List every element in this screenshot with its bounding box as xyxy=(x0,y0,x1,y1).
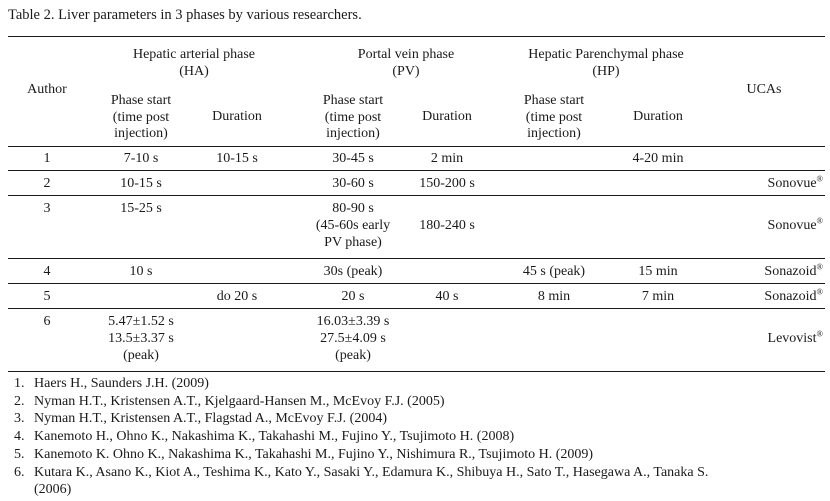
reference-number: 1. xyxy=(14,376,25,391)
author-cell: 2 xyxy=(43,176,51,191)
pv-start-cell: 20 s xyxy=(341,289,365,304)
reference-text: Kutara K., Asano K., Kiot A., Teshima K., Kato Y., Sasaki Y., Edamura K., Shibuya H., Sato T., Hasegawa A., Tanaka S. xyxy=(34,464,709,480)
ha-start-cell: 7-10 s xyxy=(123,151,159,166)
ha-start-cell: (peak) xyxy=(123,348,159,363)
hp-duration-cell: 15 min xyxy=(638,264,678,279)
registered-mark: ® xyxy=(816,328,823,339)
ha-start-cell: 5.47±1.52 s xyxy=(108,314,174,329)
phase-start-header: (time post xyxy=(324,109,382,125)
hp-start-cell: 45 s (peak) xyxy=(522,264,586,279)
ha-start-cell: 10-15 s xyxy=(120,176,162,191)
ucas-header: UCAs xyxy=(746,82,782,97)
bottom-rule xyxy=(8,371,825,372)
hp-start-cell: 8 min xyxy=(537,289,571,304)
pv-start-cell: 27.5±4.09 s xyxy=(320,331,386,346)
group-ha-abbr: (HA) xyxy=(179,64,209,79)
author-cell: 1 xyxy=(43,151,51,166)
uca-cell xyxy=(705,288,823,305)
reference-number: 6. xyxy=(14,464,25,480)
hp-duration-cell: 7 min xyxy=(641,289,675,304)
reference-text: Kanemoto H., Ohno K., Nakashima K., Takahashi M., Fujino Y., Tsujimoto H. (2008) xyxy=(34,429,515,445)
pv-start-cell: 30-45 s xyxy=(332,151,374,166)
top-rule xyxy=(8,36,825,37)
group-hp-abbr: (HP) xyxy=(592,64,620,79)
header-bottom-rule xyxy=(8,146,825,147)
pv-start-cell: 80-90 s xyxy=(332,201,374,216)
author-cell: 4 xyxy=(43,264,51,279)
uca-name: Sonovue xyxy=(767,176,817,191)
phase-start-header: injection) xyxy=(114,126,168,141)
uca-cell xyxy=(705,330,823,347)
pv-duration-cell: 180-240 s xyxy=(419,218,475,233)
ha-start-cell: 13.5±3.37 s xyxy=(108,331,174,346)
author-header: Author xyxy=(27,82,67,97)
registered-mark: ® xyxy=(816,173,823,184)
row-divider xyxy=(8,258,825,259)
pv-duration-cell: 150-200 s xyxy=(419,176,475,191)
group-hp-name: Hepatic Parenchymal phase xyxy=(528,47,684,62)
duration-header: Duration xyxy=(212,109,262,124)
hp-duration-cell: 4-20 min xyxy=(632,151,684,166)
pv-duration-cell: 2 min xyxy=(430,151,464,166)
row-divider xyxy=(8,283,825,284)
reference-number: 2. xyxy=(14,393,25,409)
reference-number: 5. xyxy=(14,446,25,462)
reference-item xyxy=(14,428,708,446)
author-cell: 3 xyxy=(43,201,51,216)
reference-text: Haers H., Saunders J.H. (2009) xyxy=(34,376,209,391)
author-cell: 6 xyxy=(43,314,51,329)
reference-item xyxy=(14,481,708,499)
group-pv-abbr: (PV) xyxy=(392,64,420,79)
pv-start-cell: 30-60 s xyxy=(332,176,374,191)
reference-text: Nyman H.T., Kristensen A.T., Kjelgaard-Hansen M., McEvoy F.J. (2005) xyxy=(34,393,445,409)
uca-name: Levovist xyxy=(767,331,817,346)
duration-header: Duration xyxy=(633,109,683,124)
phase-start-header: Phase start xyxy=(110,93,172,108)
pv-start-cell: 16.03±3.39 s xyxy=(316,314,390,329)
ha-start-cell: 15-25 s xyxy=(120,201,162,216)
registered-mark: ® xyxy=(816,261,823,272)
group-pv-name: Portal vein phase xyxy=(357,47,455,62)
group-ha-name: Hepatic arterial phase xyxy=(132,47,256,62)
uca-cell xyxy=(705,175,823,192)
registered-mark: ® xyxy=(816,215,823,226)
uca-name: Sonazoid xyxy=(764,289,817,304)
table-caption: Table 2. Liver parameters in 3 phases by various researchers. xyxy=(8,7,362,23)
duration-header: Duration xyxy=(422,109,472,124)
row-divider xyxy=(8,195,825,196)
pv-start-cell: PV phase) xyxy=(324,235,382,250)
phase-start-header: Phase start xyxy=(322,93,384,108)
pv-start-cell: 30s (peak) xyxy=(323,264,383,279)
reference-text: Kanemoto K. Ohno K., Nakashima K., Takahashi M., Fujino Y., Nishimura R., Tsujimoto H. (2009) xyxy=(34,446,594,462)
phase-start-header: (time post xyxy=(112,109,170,125)
reference-text: Nyman H.T., Kristensen A.T., Flagstad A., McEvoy F.J. (2004) xyxy=(34,411,387,427)
phase-start-header: injection) xyxy=(326,126,380,141)
ha-duration-cell: do 20 s xyxy=(216,289,258,304)
row-divider xyxy=(8,308,825,309)
ha-start-cell: 10 s xyxy=(129,264,153,279)
uca-name: Sonovue xyxy=(767,218,817,233)
pv-start-cell: (peak) xyxy=(335,348,371,363)
author-cell: 5 xyxy=(43,289,51,304)
registered-mark: ® xyxy=(816,286,823,297)
uca-cell xyxy=(705,263,823,280)
uca-cell xyxy=(705,217,823,234)
uca-name: Sonazoid xyxy=(764,264,817,279)
reference-number: 4. xyxy=(14,429,25,445)
pv-duration-cell: 40 s xyxy=(435,289,459,304)
reference-number: 3. xyxy=(14,411,25,427)
pv-start-cell: (45-60s early xyxy=(315,218,391,233)
reference-item xyxy=(14,375,708,393)
ha-duration-cell: 10-15 s xyxy=(216,151,258,166)
phase-start-header: Phase start xyxy=(523,93,585,108)
reference-item xyxy=(14,393,708,411)
row-divider xyxy=(8,170,825,171)
reference-text: (2006) xyxy=(34,482,72,498)
phase-start-header: (time post xyxy=(525,109,583,125)
reference-item xyxy=(14,464,708,482)
references-list xyxy=(14,375,708,499)
phase-start-header: injection) xyxy=(527,126,581,141)
reference-item xyxy=(14,410,708,428)
reference-item xyxy=(14,446,708,464)
